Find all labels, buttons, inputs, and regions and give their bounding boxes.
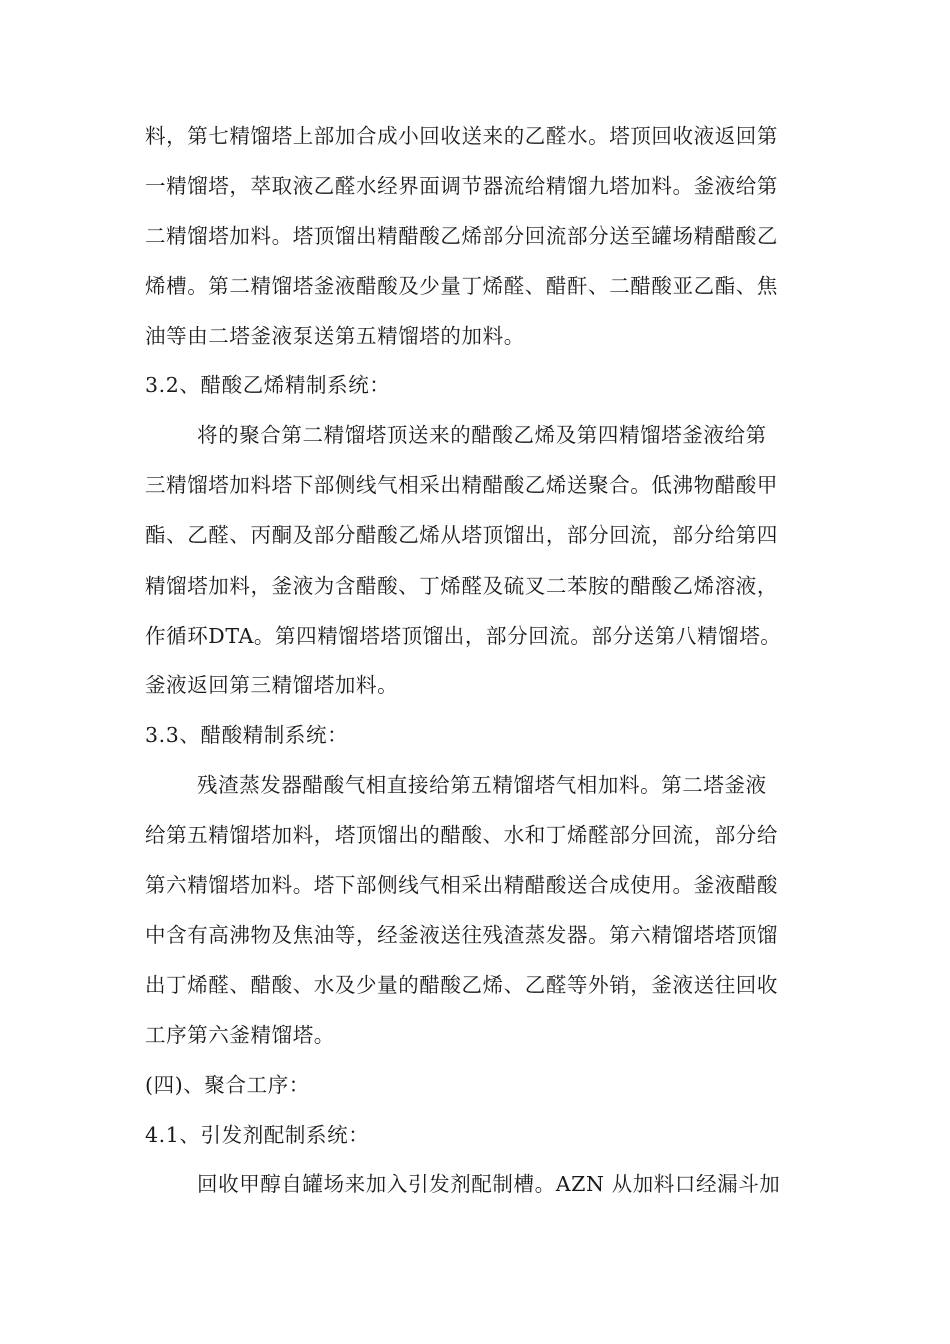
- paragraph-line: 精馏塔加料，釜液为含醋酸、丁烯醛及硫叉二苯胺的醋酸乙烯溶液，: [145, 574, 778, 598]
- paragraph-line: 第六精馏塔加料。塔下部侧线气相采出精醋酸送合成使用。釜液醋酸: [145, 873, 778, 897]
- paragraph-line: 三精馏塔加料塔下部侧线气相采出精醋酸乙烯送聚合。低沸物醋酸甲: [145, 473, 778, 497]
- paragraph-line: 工序第六釜精馏塔。: [145, 1023, 335, 1047]
- paragraph-line: 油等由二塔釜液泵送第五精馏塔的加料。: [145, 324, 525, 348]
- paragraph-line: 作循环DTA。第四精馏塔塔顶馏出，部分回流。部分送第八精馏塔。: [145, 624, 782, 648]
- section-heading: (四)、聚合工序：: [145, 1073, 310, 1097]
- paragraph-line: 烯槽。第二精馏塔釜液醋酸及少量丁烯醛、醋酐、二醋酸亚乙酯、焦: [145, 274, 778, 298]
- section-heading: 3.3、醋酸精制系统：: [145, 723, 349, 747]
- paragraph-line: 料，第七精馏塔上部加合成小回收送来的乙醛水。塔顶回收液返回第: [145, 124, 778, 148]
- paragraph-line: 出丁烯醛、醋酸、水及少量的醋酸乙烯、乙醛等外销，釜液送往回收: [145, 973, 778, 997]
- paragraph-line: 回收甲醇自罐场来加入引发剂配制槽。AZN 从加料口经漏斗加: [197, 1172, 781, 1196]
- paragraph-line: 一精馏塔，萃取液乙醛水经界面调节器流给精馏九塔加料。釜液给第: [145, 174, 778, 198]
- paragraph-line: 酯、乙醛、丙酮及部分醋酸乙烯从塔顶馏出，部分回流，部分给第四: [145, 523, 778, 547]
- section-heading: 4.1、引发剂配制系统：: [145, 1123, 370, 1147]
- paragraph-line: 残渣蒸发器醋酸气相直接给第五精馏塔气相加料。第二塔釜液: [197, 773, 767, 797]
- paragraph-line: 釜液返回第三精馏塔加料。: [145, 673, 399, 697]
- paragraph-line: 给第五精馏塔加料，塔顶馏出的醋酸、水和丁烯醛部分回流，部分给: [145, 823, 778, 847]
- section-heading: 3.2、醋酸乙烯精制系统：: [145, 373, 391, 397]
- paragraph-line: 中含有高沸物及焦油等，经釜液送往残渣蒸发器。第六精馏塔塔顶馏: [145, 923, 778, 947]
- paragraph-line: 二精馏塔加料。塔顶馏出精醋酸乙烯部分回流部分送至罐场精醋酸乙: [145, 224, 778, 248]
- paragraph-line: 将的聚合第二精馏塔顶送来的醋酸乙烯及第四精馏塔釜液给第: [197, 423, 767, 447]
